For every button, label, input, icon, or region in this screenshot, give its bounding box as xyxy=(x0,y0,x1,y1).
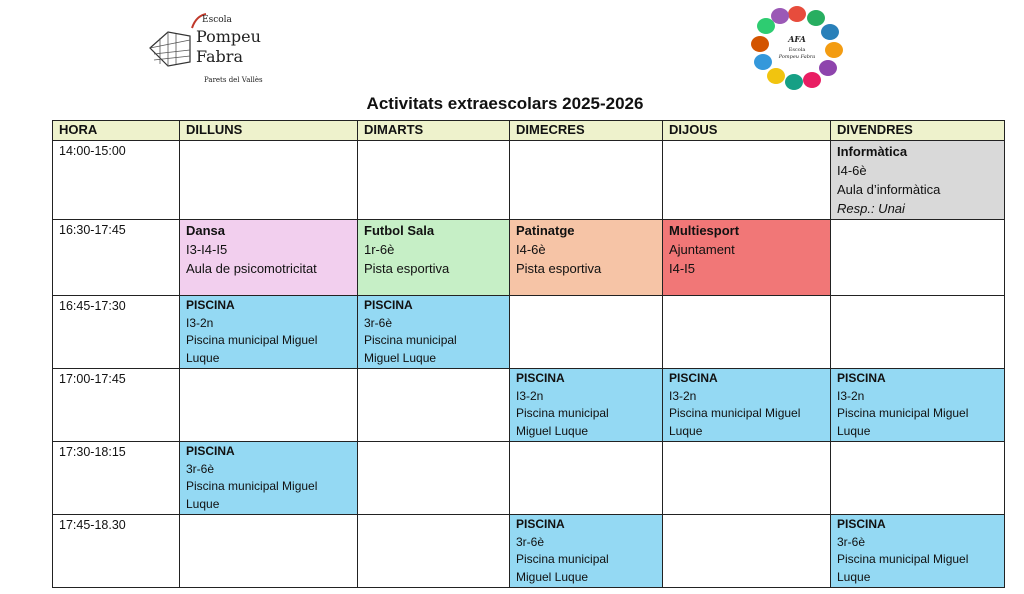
activity-grades: I3-2n xyxy=(186,315,214,330)
activity-place: Aula d’informàtica xyxy=(837,182,941,197)
activity-place: Piscina municipal Miguel xyxy=(837,406,969,420)
hour-cell: 17:45-18.30 xyxy=(53,515,180,588)
afa-logo-line2: Escola xyxy=(788,47,806,53)
empty-cell xyxy=(663,515,831,588)
activity-place: Piscina municipal xyxy=(364,333,457,347)
table-row xyxy=(53,141,1005,220)
activity-grades: 3r-6è xyxy=(516,534,545,549)
activity-futbol-sala xyxy=(358,220,510,296)
activity-grades: I3-2n xyxy=(516,388,544,403)
afa-logo-line1: AFA xyxy=(788,34,806,44)
activity-name: Dansa xyxy=(186,223,226,238)
activity-piscina xyxy=(663,369,831,442)
hour-cell: 14:00-15:00 xyxy=(53,141,180,220)
empty-cell xyxy=(358,442,510,515)
activity-place: Piscina municipal xyxy=(516,552,609,566)
empty-cell xyxy=(180,141,358,220)
activity-place-cont: Miguel Luque xyxy=(364,350,437,365)
afa-logo xyxy=(750,4,844,90)
hour-cell: 16:30-17:45 xyxy=(53,220,180,296)
header-divendres: DIVENDRES xyxy=(831,121,1005,141)
activity-piscina xyxy=(831,515,1005,588)
school-logo-line1: Escola xyxy=(202,15,232,25)
empty-cell xyxy=(510,296,663,369)
empty-cell xyxy=(180,515,358,588)
school-logo xyxy=(146,10,286,86)
school-logo-line3: Fabra xyxy=(196,47,243,66)
activity-piscina xyxy=(358,296,510,369)
activity-name: PISCINA xyxy=(837,517,886,531)
activity-piscina xyxy=(180,442,358,515)
empty-cell xyxy=(510,141,663,220)
activity-place: Aula de psicomotricitat xyxy=(186,261,317,276)
activity-name: PISCINA xyxy=(186,298,235,312)
header-dilluns: DILLUNS xyxy=(180,121,358,141)
hour-cell: 17:00-17:45 xyxy=(53,369,180,442)
activity-piscina xyxy=(180,296,358,369)
activity-place: Piscina municipal Miguel xyxy=(837,552,969,566)
activity-place-cont: Luque xyxy=(186,350,220,365)
activity-place: Piscina municipal Miguel xyxy=(669,406,801,420)
activity-place-cont: Luque xyxy=(669,423,703,438)
activity-piscina xyxy=(510,515,663,588)
empty-cell xyxy=(358,141,510,220)
table-row xyxy=(53,442,1005,515)
table-row xyxy=(53,515,1005,588)
school-logo-line2: Pompeu xyxy=(196,27,261,46)
header-dimecres: DIMECRES xyxy=(510,121,663,141)
activity-name: Multiesport xyxy=(669,223,740,238)
activity-place-cont: Luque xyxy=(837,423,871,438)
activity-piscina xyxy=(510,369,663,442)
activity-grades: 3r-6è xyxy=(364,315,393,330)
activity-name: Patinatge xyxy=(516,223,575,238)
activity-place-cont: Miguel Luque xyxy=(516,423,589,438)
schedule-table xyxy=(52,120,1005,588)
activity-place: Piscina municipal Miguel xyxy=(186,479,318,493)
activity-grades: 3r-6è xyxy=(186,461,215,476)
activity-place-cont: Luque xyxy=(837,569,871,584)
activity-place: Pista esportiva xyxy=(364,261,450,276)
header-dijous: DIJOUS xyxy=(663,121,831,141)
activity-place-cont: Luque xyxy=(186,496,220,511)
activity-name: PISCINA xyxy=(837,371,886,385)
activity-informatica xyxy=(831,141,1005,220)
empty-cell xyxy=(180,369,358,442)
activity-name: PISCINA xyxy=(186,444,235,458)
activity-grades: I3-2n xyxy=(837,388,865,403)
activity-grades: 3r-6è xyxy=(837,534,866,549)
activity-grades: I4-6è xyxy=(516,242,546,257)
empty-cell xyxy=(831,296,1005,369)
activity-dansa xyxy=(180,220,358,296)
school-logo-line4: Parets del Vallès xyxy=(204,76,263,84)
activity-place: Piscina municipal Miguel xyxy=(186,333,318,347)
empty-cell xyxy=(663,442,831,515)
activity-place-cont: Miguel Luque xyxy=(516,569,589,584)
activity-grades: I4-I5 xyxy=(669,261,696,276)
activity-grades: 1r-6è xyxy=(364,242,395,257)
activity-name: PISCINA xyxy=(516,517,565,531)
afa-logo-line3: Pompeu Fabra xyxy=(778,54,816,60)
empty-cell xyxy=(358,515,510,588)
activity-grades: I4-6è xyxy=(837,163,867,178)
empty-cell xyxy=(831,220,1005,296)
empty-cell xyxy=(831,442,1005,515)
table-header-row xyxy=(53,121,1005,141)
activity-grades: I3-2n xyxy=(669,388,697,403)
activity-name: Futbol Sala xyxy=(364,223,435,238)
activity-patinatge xyxy=(510,220,663,296)
activity-name: PISCINA xyxy=(669,371,718,385)
activity-place: Piscina municipal xyxy=(516,406,609,420)
header-dimarts: DIMARTS xyxy=(358,121,510,141)
page-title: Activitats extraescolars 2025-2026 xyxy=(366,94,644,113)
hour-cell: 16:45-17:30 xyxy=(53,296,180,369)
activity-name: PISCINA xyxy=(516,371,565,385)
empty-cell xyxy=(510,442,663,515)
empty-cell xyxy=(358,369,510,442)
empty-cell xyxy=(663,296,831,369)
table-row xyxy=(53,369,1005,442)
activity-place: Pista esportiva xyxy=(516,261,602,276)
activity-grades: I3-I4-I5 xyxy=(186,242,228,257)
hour-cell: 17:30-18:15 xyxy=(53,442,180,515)
activity-responsible: Resp.: Unai xyxy=(837,201,905,216)
activity-organizer: Ajuntament xyxy=(669,242,735,257)
empty-cell xyxy=(663,141,831,220)
table-row xyxy=(53,296,1005,369)
activity-piscina xyxy=(831,369,1005,442)
header-hora: HORA xyxy=(53,121,180,141)
activity-name: PISCINA xyxy=(364,298,413,312)
activity-multiesport xyxy=(663,220,831,296)
table-row xyxy=(53,220,1005,296)
activity-name: Informàtica xyxy=(837,144,908,159)
